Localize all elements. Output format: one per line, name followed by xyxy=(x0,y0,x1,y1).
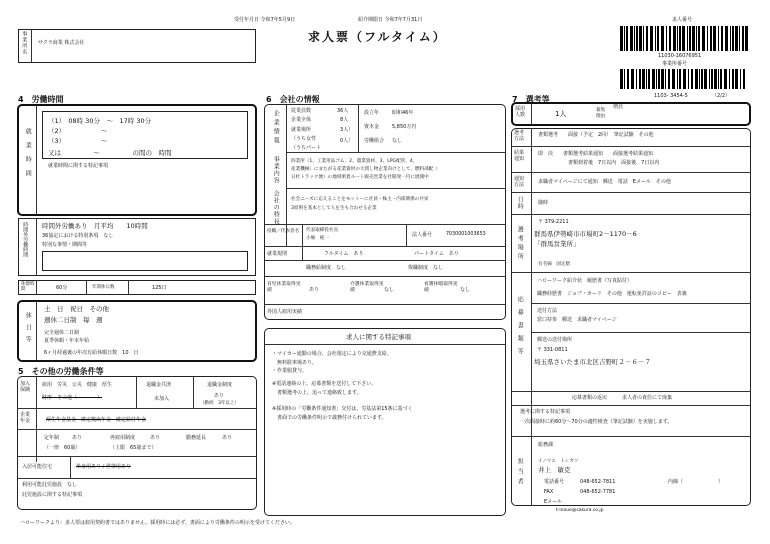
contact-department: 総務課 xyxy=(538,442,554,448)
pension-label: 企業年金 xyxy=(20,412,31,424)
section5-title: 5 その他の労働条件等 xyxy=(18,367,104,376)
office-number: 1103- 3454-5 xyxy=(654,93,688,99)
employer-name: サクラ商業 株式会社 xyxy=(38,40,85,46)
email-label: Eメール xyxy=(544,499,563,505)
feature-text-2: 3原則を基本として人を生も合わせる企業 xyxy=(291,206,377,211)
rep-name: 小堀 純一 xyxy=(306,236,329,241)
selection-note-label: 選考に関する特記事項 xyxy=(520,409,571,415)
nursing-leave-label: 看護休暇取得実績 xyxy=(424,282,458,294)
childcare-leave-value: あり xyxy=(309,287,320,293)
section6-title: 6 会社の情報 xyxy=(266,95,320,104)
overtime-text: 時間外労働あり 月平均 10時間 xyxy=(42,222,148,230)
place-address-1: 群馬県伊勢崎市市場町2－1170－6 xyxy=(534,230,637,238)
office-number-label: 事業所番号 xyxy=(662,61,688,67)
received-date: 受付年月日 令和7年5月9日 xyxy=(234,17,296,23)
send-address: 埼玉県さいたま市北区吉野町２－６－７ xyxy=(534,358,651,366)
retire-mutual-label: 退職金共済 xyxy=(146,382,172,388)
childcare-facility: 利用可能託児施設 なし xyxy=(22,482,78,488)
method-label: 選考方法 xyxy=(514,130,525,142)
special-note-3b: 書類選考の上、追って連絡致します。 xyxy=(272,390,362,396)
company-info-label: 企業情報 xyxy=(272,110,280,146)
employees-site-value: 8人 xyxy=(340,117,349,123)
pension-items: 厚生年金基金 確定拠出年金 確定給付年金 xyxy=(46,417,147,423)
rules-label: 就業規則 xyxy=(267,251,288,257)
contact-label: 担当者 xyxy=(516,458,524,488)
hire-count-box xyxy=(511,102,751,126)
footer-notice: ハローワークより：求人票は雇用契約書ではありません。採用時には必ず、書面により労働条件の明示を受けてください。 xyxy=(20,520,295,526)
rep-title: 代表取締役社長 xyxy=(306,228,339,233)
place-station: 有毛線 国定駅 xyxy=(538,262,571,267)
special-circumstance: 特別な事情・期間等 xyxy=(42,242,88,248)
place-address-2: 「群馬営業所」 xyxy=(534,240,580,248)
break-label: 休憩時間 xyxy=(21,282,35,292)
employees-company-value: 36人 xyxy=(337,108,349,114)
notify-label: 通知方法 xyxy=(514,176,525,188)
weekly-holiday: 週休二日制 毎 週 xyxy=(44,316,103,324)
work-hours-label: 就業時間 xyxy=(24,128,32,184)
intro-period: 紹介期限日 令和7年7月31日 xyxy=(358,17,423,23)
capital-value: 5,850万円 xyxy=(392,124,417,130)
rules-part: パートタイム あり xyxy=(414,251,459,257)
childcare-facility-note: 託児施設に関する特記事項 xyxy=(22,492,83,498)
holiday-note-1: 完全週休二日制 xyxy=(44,330,80,336)
shift-1: （1） 08時 30分 〜 17時 30分 xyxy=(48,117,152,125)
employees-part: （うちパート xyxy=(291,145,322,151)
special-note-3a: ※電話連絡の上、応募書類を送付して下さい。 xyxy=(272,381,377,387)
employees-female-value: 3人） xyxy=(340,127,354,133)
special-note-4a: ※採用時の「労働条件通知書」交付は、労基法第15条に基づく xyxy=(272,406,413,412)
special-note-4b: 書面での労働条件明示で義務付けられています。 xyxy=(272,415,387,421)
hire-count-label: 採用人数 xyxy=(515,106,526,118)
employees-part-value: 0人） xyxy=(340,138,354,144)
union-label: 労働組合 xyxy=(364,138,385,144)
reason-label: 募集理由 xyxy=(596,108,606,119)
phone-value: 048-652-7811 xyxy=(580,479,616,485)
retire-age-label: 定年制 xyxy=(44,435,60,441)
place-zip: 〒 379-2211 xyxy=(538,219,569,225)
contact-kana: イノウエ トシカツ xyxy=(538,459,579,464)
job-number-barcode xyxy=(620,26,748,51)
place-label: 選考場所 xyxy=(516,226,524,262)
special-note-2: ・作業服貸与。 xyxy=(272,368,308,374)
holiday-note-2: 夏季休暇・年末年始 xyxy=(44,338,90,344)
shift-alt: 又は 〜 の間の 時間 xyxy=(48,149,172,157)
capital-label: 資本金 xyxy=(364,124,380,130)
result-line-2: 書類到着後 7日以内 面接後 7日以内 xyxy=(568,160,660,166)
fax-label: FAX xyxy=(544,489,554,495)
schedule-value: 随時 xyxy=(538,200,549,206)
business-text-3: 日杜トラック便）の地域密着ルート販売営業を社開発一円に展開中 xyxy=(291,175,429,180)
docs-line-1: ハローワーク紹介状 履歴書（写真貼付） xyxy=(537,278,633,284)
send-zip: 〒 331-0811 xyxy=(537,347,568,353)
retire-system-value: あり xyxy=(214,393,225,399)
retire-mutual-value: 未加入 xyxy=(154,396,170,402)
section7-title: 7 選考等 xyxy=(512,95,550,104)
rehire-value: あり xyxy=(150,435,161,441)
holiday-label: 休日等 xyxy=(24,312,32,348)
docs-line-2: 職務経歴書 ジョブ・カード その他 運転免許証のコピー 表裏 xyxy=(537,291,687,297)
union-value: なし xyxy=(392,138,403,144)
employees-female: （うち女性 xyxy=(291,136,317,142)
paid-leave: 6ヶ月経過後の年次有給休暇日数 10 日 xyxy=(44,350,139,356)
retire-age-value: あり xyxy=(72,435,83,441)
business-label: 事業内容 xyxy=(272,156,280,184)
email-value: t-inoue@sakura.co.jp xyxy=(556,508,604,513)
method-items: 書類選考 面接（予定 2回） 筆記試験 その他 xyxy=(538,132,654,138)
holiday-days: 土 日 祝日 その他 xyxy=(44,305,109,313)
break-row xyxy=(18,280,256,295)
job-number: 11030-16076951 xyxy=(658,53,702,59)
job-pay-system: 職務給制度 なし xyxy=(306,265,347,271)
send-label: 送付方法 xyxy=(537,308,558,314)
send-address-label: 郵送の送付場所 xyxy=(537,337,573,343)
page-indicator: （2/2） xyxy=(712,93,731,99)
break-value: 60分 xyxy=(56,285,68,291)
reason-value: 増員 xyxy=(613,104,624,110)
corp-number-value: 7030001003653 xyxy=(446,232,486,237)
annual-holiday-value: 125日 xyxy=(152,285,167,291)
business-text-1: 四業所（1、工業用品ゴム、2、農業資材、3、LPG配管、4、 xyxy=(291,159,418,164)
retire-system-label: 退職金制度 xyxy=(207,382,233,388)
housing-items: 単身用あり / 世帯用あり xyxy=(76,464,131,470)
extension-label: 内線（ xyxy=(668,479,684,485)
rep-label: 役職／代表者名 xyxy=(267,229,300,234)
work-hours-note: 就業時間に関する特記事項 xyxy=(48,163,109,169)
employer-box xyxy=(18,29,256,63)
page-title: 求人票（フルタイム） xyxy=(308,30,447,44)
retire-system-note: （勤続 3年以上） xyxy=(200,401,239,406)
care-leave-label: 介護休業取得実績 xyxy=(350,282,384,294)
foreign-employment: 外国人雇用実績 xyxy=(267,309,303,315)
hire-count-value: 1人 xyxy=(555,110,567,118)
agreement-text: 36協定における特別条項 なし xyxy=(42,233,114,239)
contact-name: 井上 敏克 xyxy=(538,466,571,474)
return-system: 復職制度 なし xyxy=(408,265,444,271)
overtime-note-box xyxy=(42,251,248,271)
selection-note: 一次面接時に約60分〜70分の適性検査（筆記試験）を実施します。 xyxy=(520,419,673,425)
docs-label: 応募書類等 xyxy=(516,296,524,361)
special-note-1a: ・マイカー通勤の場合、会社規定により交通費支給。 xyxy=(272,351,392,357)
rules-full: フルタイム あり xyxy=(324,251,364,257)
fax-value: 048-652-7781 xyxy=(580,489,616,495)
extension-close: ） xyxy=(718,479,724,485)
care-leave-value: なし xyxy=(384,287,395,293)
office-number-barcode xyxy=(620,69,748,89)
insurance-line-2: 財形 その他（ ） xyxy=(42,395,103,401)
notify-items: 求職者マイページにて通知 郵送 電話 Eメール その他 xyxy=(538,179,671,185)
overtime-label: 時間外労働時間 xyxy=(22,222,29,257)
business-text-2: 産業機械）にまたがる産業資材の大問し物企業向けとして、燃料部配（ xyxy=(291,167,438,172)
phone-label: 電話番号 xyxy=(544,479,565,485)
annual-holiday-label: 年間休日数 xyxy=(92,285,115,290)
schedule-label: 日時 xyxy=(516,196,524,210)
employees-label: 従業員数 xyxy=(291,108,312,114)
founded-label: 設立年 xyxy=(364,110,380,116)
section4-title: 4 労働時間 xyxy=(18,95,64,104)
feature-label: 会社の特長 xyxy=(272,190,280,225)
employer-label: 事業所名 xyxy=(21,31,28,55)
retire-age-note: （一律 60歳） xyxy=(44,445,81,451)
result-line-1: 即 決 書類選考結果通知 面接選考結果通知 xyxy=(538,151,654,157)
corp-number-label: 法人番号 xyxy=(412,232,433,238)
shift-2: （2） 〜 xyxy=(48,127,108,135)
special-notes-title: 求人に関する特記事項 xyxy=(346,333,411,341)
housing-label: 入居可能住宅 xyxy=(22,464,53,470)
employees-site: 就業場所 xyxy=(291,127,312,133)
job-number-label: 求人番号 xyxy=(672,17,693,23)
nursing-leave-value: なし xyxy=(460,287,471,293)
result-label: 結果通知 xyxy=(514,150,525,162)
founded-value: 昭和46年 xyxy=(392,110,414,116)
feature-text-1: 社会ニーズに応えることをモットーに社員・株主・内部関係の共栄 xyxy=(291,197,429,202)
insurance-label: 加入保険 xyxy=(20,381,31,393)
employees-company: 企業全体 xyxy=(291,117,312,123)
send-items: 窓口持参 郵送 求職者マイページ xyxy=(537,317,617,323)
return-docs: 応募書類の返戻 求人者の責任にて廃棄 xyxy=(572,395,673,401)
insurance-line-1: 雇用 労災 公災 健康 厚生 xyxy=(42,382,113,388)
extension-value: あり xyxy=(222,435,233,441)
rehire-label: 再雇用制度 xyxy=(110,435,136,441)
shift-3: （3） 〜 xyxy=(48,137,108,145)
childcare-leave-label: 育児休業取得実績 xyxy=(267,282,301,294)
special-note-1b: 無料駐車場あり。 xyxy=(272,360,318,366)
extension-label: 勤務延長 xyxy=(186,435,207,441)
rehire-note: （上限 65歳まで） xyxy=(110,445,157,451)
